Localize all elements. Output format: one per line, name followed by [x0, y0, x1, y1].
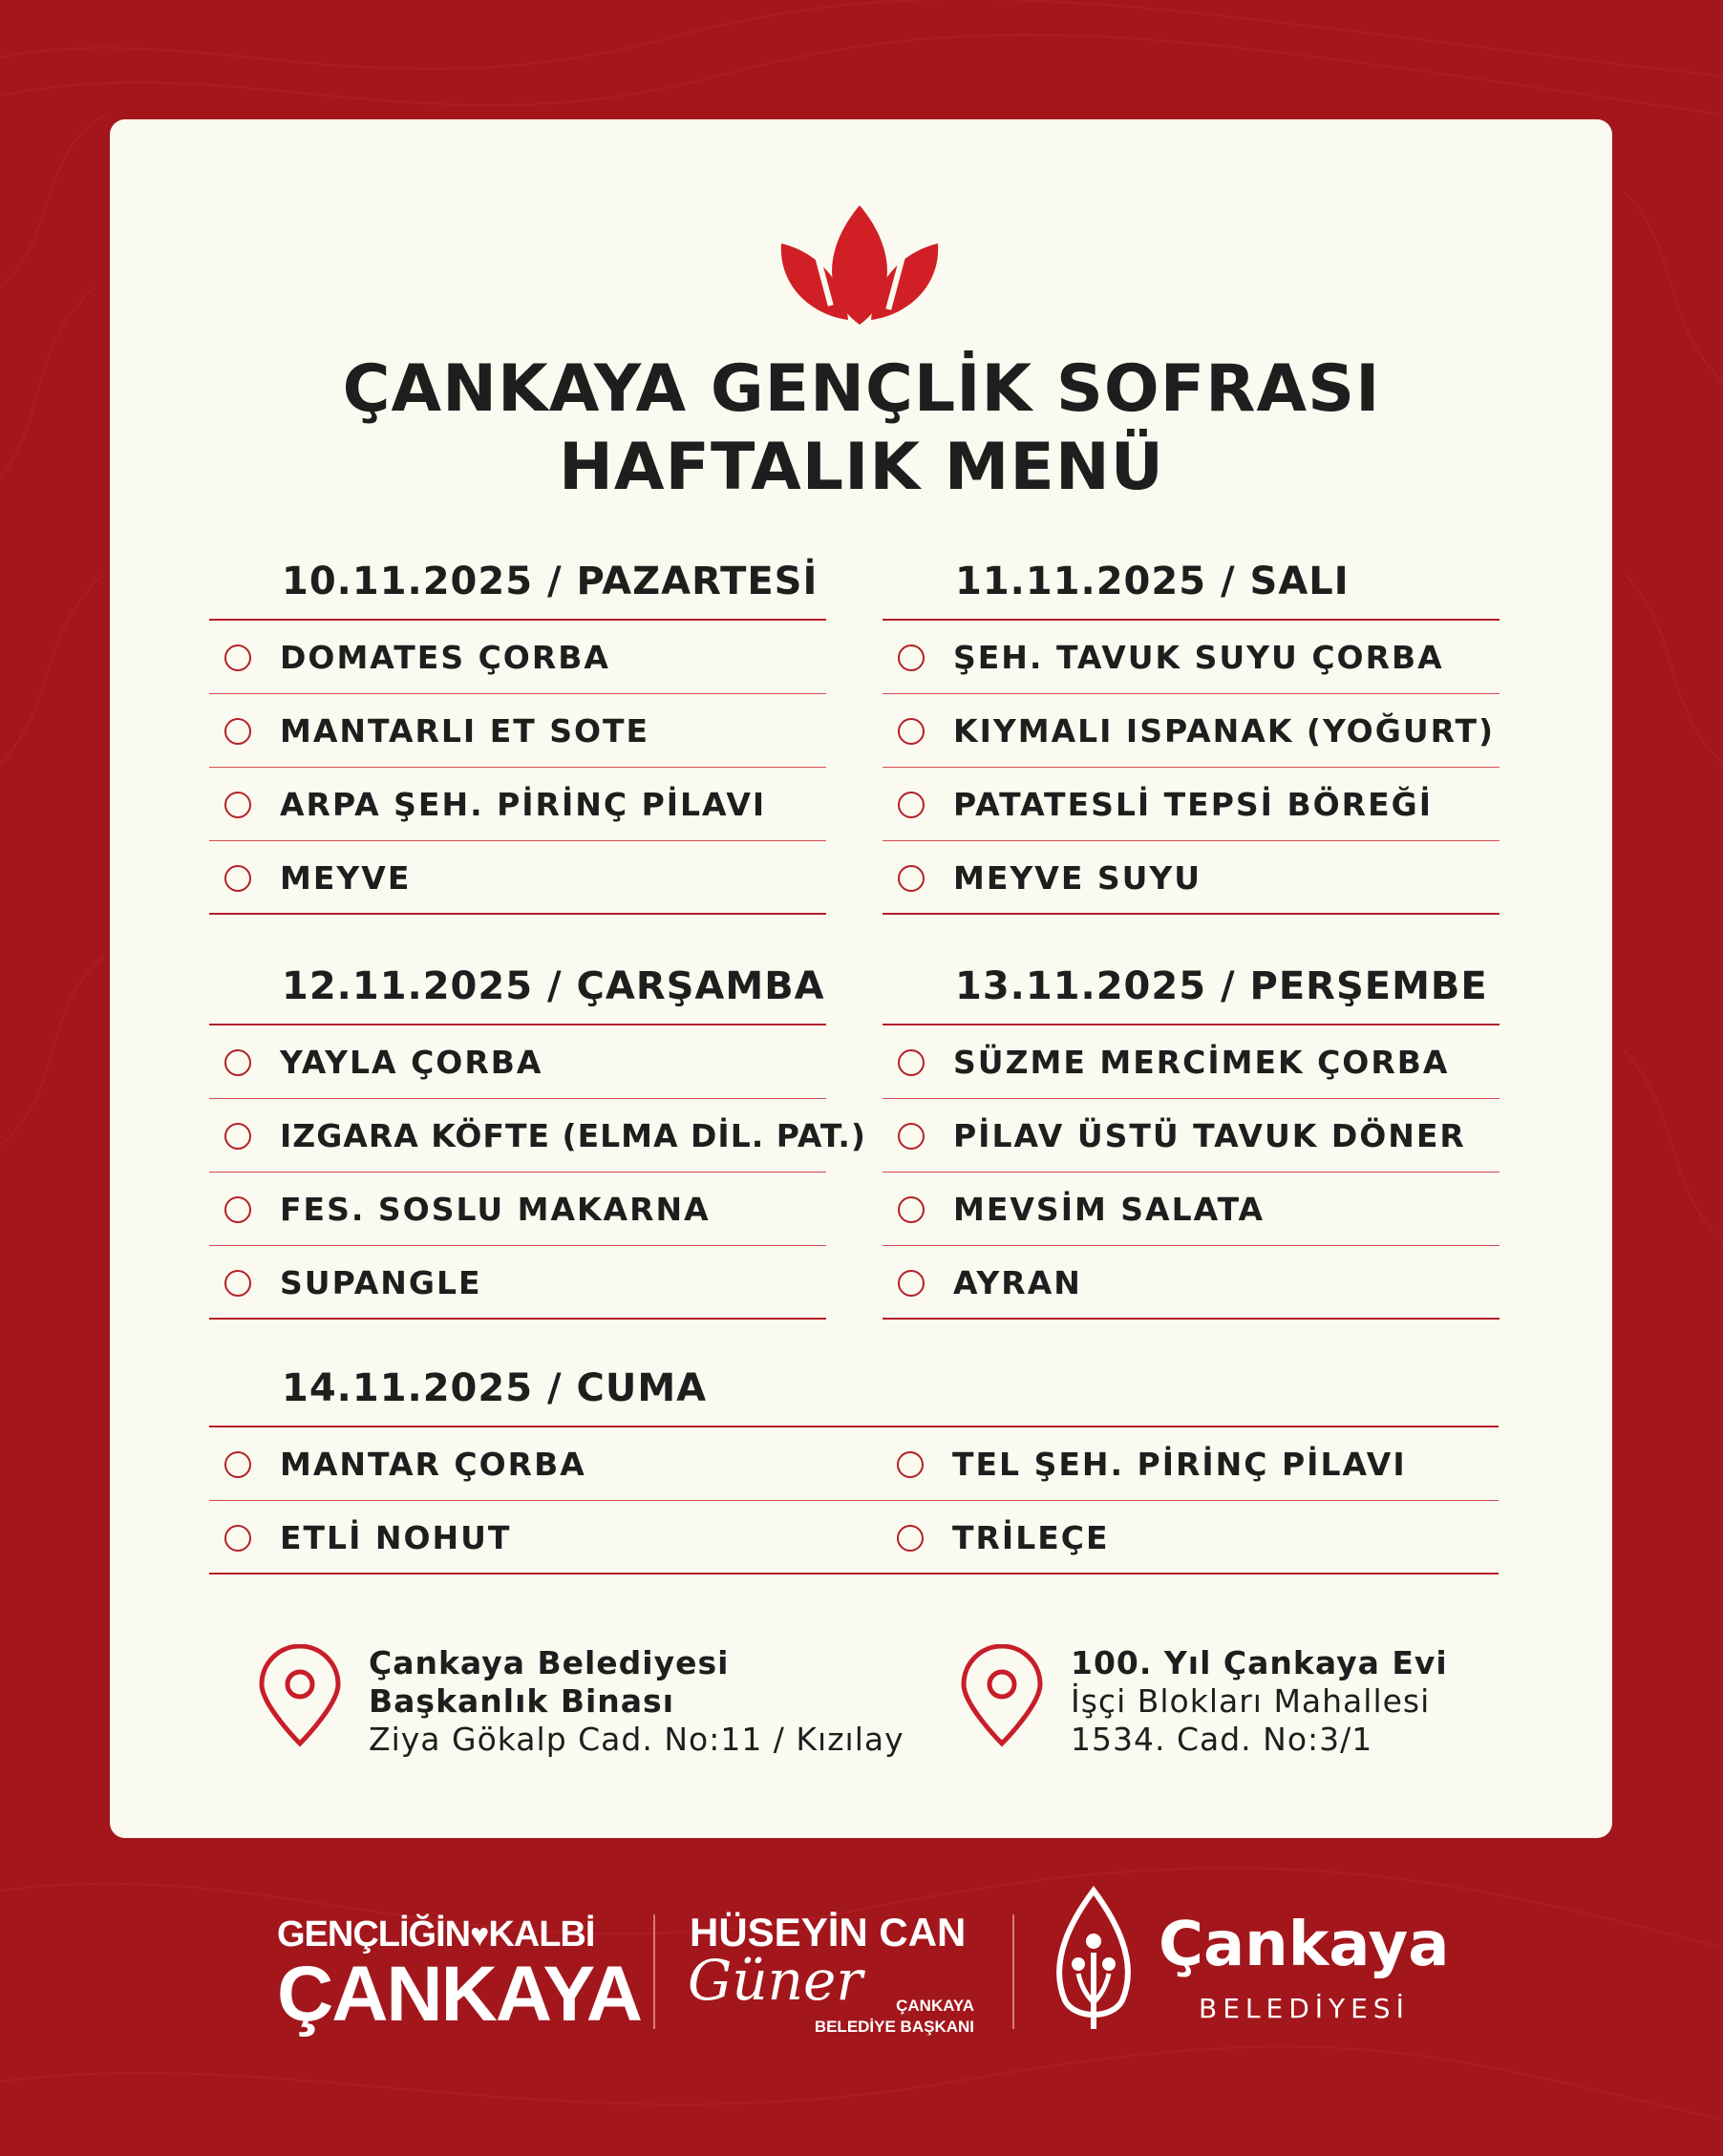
- list-item: YAYLA ÇORBA: [209, 1025, 826, 1099]
- list-item: KIYMALI ISPANAK (YOĞURT): [883, 694, 1500, 768]
- municipality-leaf-icon: [1046, 1886, 1141, 2034]
- list-item: PİLAV ÜSTÜ TAVUK DÖNER: [883, 1099, 1500, 1173]
- bullet-circle-icon: [898, 1196, 925, 1223]
- signature: Güner: [688, 1948, 863, 2013]
- day-block-wednesday: [209, 951, 866, 1320]
- bullet-circle-icon: [224, 1196, 251, 1223]
- bullet-circle-icon: [224, 1049, 251, 1076]
- genclik-kalbi-logo: GENÇLİĞİN♥KALBİ ÇANKAYA: [277, 1914, 641, 2038]
- bullet-circle-icon: [898, 792, 925, 818]
- list-item: MANTAR ÇORBA: [209, 1427, 820, 1501]
- bullet-circle-icon: [224, 718, 251, 745]
- bullet-circle-icon: [224, 1451, 251, 1478]
- bullet-circle-icon: [224, 1525, 251, 1552]
- day-header: 12.11.2025 / ÇARŞAMBA: [209, 951, 826, 1025]
- list-item: PATATESLİ TEPSİ BÖREĞİ: [883, 768, 1500, 841]
- bullet-circle-icon: [897, 1451, 924, 1478]
- bullet-circle-icon: [224, 1270, 251, 1297]
- bullet-circle-icon: [898, 1123, 925, 1150]
- bullet-circle-icon: [898, 718, 925, 745]
- bullet-circle-icon: [224, 645, 251, 671]
- location-building: Başkanlık Binası: [369, 1682, 675, 1720]
- bullet-circle-icon: [898, 645, 925, 671]
- list-item: FES. SOSLU MAKARNA: [209, 1173, 826, 1246]
- cankaya-belediyesi-logo: Çankaya BELEDİYESİ: [1046, 1886, 1447, 2039]
- footer-divider: [653, 1914, 655, 2029]
- utensils-leaf-icon: [774, 196, 946, 329]
- list-item: IZGARA KÖFTE (ELMA DİL. PAT.): [209, 1099, 826, 1173]
- mayor-signature-block: HÜSEYİN CAN Güner ÇANKAYA BELEDİYE BAŞKANI: [688, 1910, 974, 2036]
- list-row: [209, 1501, 1499, 1575]
- location-pin-icon: [958, 1644, 1046, 1749]
- day-header: 10.11.2025 / PAZARTESİ: [209, 546, 826, 621]
- location-name: 100. Yıl Çankaya Evi: [1071, 1644, 1448, 1681]
- bullet-circle-icon: [898, 865, 925, 892]
- list-item: AYRAN: [883, 1246, 1500, 1320]
- bullet-circle-icon: [898, 1270, 925, 1297]
- list-item: SUPANGLE: [209, 1246, 826, 1320]
- bullet-circle-icon: [224, 792, 251, 818]
- day-block-monday: [209, 546, 826, 915]
- day-block-friday: [209, 1353, 1499, 1575]
- day-header: 11.11.2025 / SALI: [883, 546, 1500, 621]
- location-address: Ziya Gökalp Cad. No:11 / Kızılay: [369, 1721, 904, 1758]
- list-item: ŞEH. TAVUK SUYU ÇORBA: [883, 621, 1500, 694]
- page-title: ÇANKAYA GENÇLİK SOFRASI: [342, 351, 1381, 427]
- heart-icon: ♥: [470, 1917, 489, 1954]
- list-item: MEYVE SUYU: [883, 841, 1500, 915]
- location-neighbourhood: İşçi Blokları Mahallesi: [1071, 1682, 1431, 1720]
- list-item: MANTARLI ET SOTE: [209, 694, 826, 768]
- list-item: MEVSİM SALATA: [883, 1173, 1500, 1246]
- list-item: DOMATES ÇORBA: [209, 621, 826, 694]
- day-block-thursday: [883, 951, 1500, 1320]
- bullet-circle-icon: [897, 1525, 924, 1552]
- list-item: SÜZME MERCİMEK ÇORBA: [883, 1025, 1500, 1099]
- day-block-tuesday: [883, 546, 1500, 915]
- bullet-circle-icon: [224, 865, 251, 892]
- list-item: ETLİ NOHUT: [209, 1501, 820, 1575]
- list-item: MEYVE: [209, 841, 826, 915]
- location-address: 1534. Cad. No:3/1: [1071, 1721, 1373, 1758]
- list-item: TEL ŞEH. PİRİNÇ PİLAVI: [882, 1427, 1493, 1501]
- list-item: TRİLEÇE: [882, 1501, 1493, 1575]
- location-name: Çankaya Belediyesi: [369, 1644, 730, 1681]
- list-row: [209, 1427, 1499, 1501]
- page-subtitle: HAFTALIK MENÜ: [559, 430, 1164, 505]
- bullet-circle-icon: [224, 1123, 251, 1150]
- day-header: 14.11.2025 / CUMA: [209, 1353, 1499, 1427]
- bullet-circle-icon: [898, 1049, 925, 1076]
- day-header: 13.11.2025 / PERŞEMBE: [883, 951, 1500, 1025]
- list-item: ARPA ŞEH. PİRİNÇ PİLAVI: [209, 768, 826, 841]
- location-pin-icon: [256, 1644, 344, 1749]
- footer-divider: [1012, 1914, 1014, 2029]
